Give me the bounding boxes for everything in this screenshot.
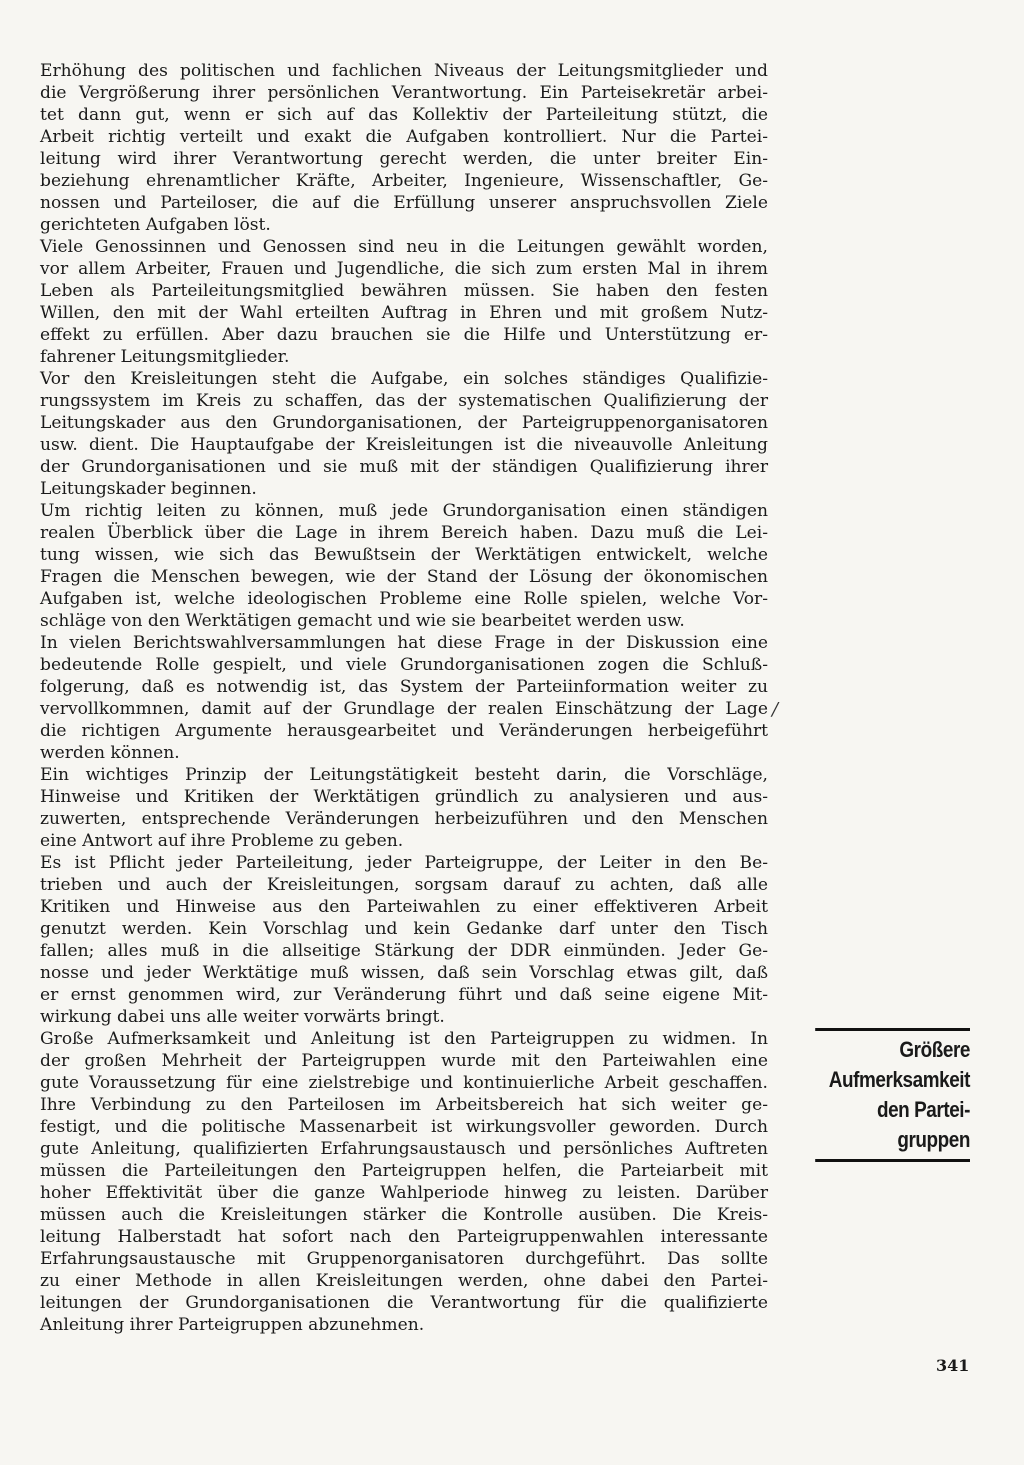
text-line: eine Antwort auf ihre Probleme zu geben. xyxy=(40,831,404,851)
side-heading-line: Größere xyxy=(899,1037,970,1062)
text-line: In vielen Berichtswahlversammlungen hat diese Frage in der Diskussion eine xyxy=(40,633,768,653)
text-line: der Grundorganisationen und sie muß mit der ständigen Qualifizierung ihrer xyxy=(40,457,768,477)
text-line: Willen, den mit der Wahl erteilten Auftrag in Ehren und mit großem Nutz- xyxy=(40,303,768,323)
text-line: Ein wichtiges Prinzip der Leitungstätigkeit besteht darin, die Vorschläge, xyxy=(40,765,768,785)
text-line: nossen und Parteiloser, die auf die Erfüllung unserer anspruchsvollen Ziele xyxy=(40,193,768,213)
text-line: zuwerten, entsprechende Veränderungen herbeizuführen und den Menschen xyxy=(40,809,768,829)
text-line: Anleitung ihrer Parteigruppen abzunehmen. xyxy=(40,1315,425,1335)
text-line: müssen die Parteileitungen den Parteigruppen helfen, die Parteiarbeit mit xyxy=(40,1161,768,1181)
text-line: beziehung ehrenamtlicher Kräfte, Arbeiter, Ingenieure, Wissenschaftler, Ge- xyxy=(40,171,768,191)
text-line: Es ist Pflicht jeder Parteileitung, jeder Parteigruppe, der Leiter in den Be- xyxy=(40,853,768,873)
text-line: Große Aufmerksamkeit und Anleitung ist den Parteigruppen zu widmen. In xyxy=(40,1029,768,1049)
text-line: werden können. xyxy=(40,743,180,763)
text-line: Vor den Kreisleitungen steht die Aufgabe, ein solches ständiges Qualifizie- xyxy=(40,369,768,389)
text-line: genutzt werden. Kein Vorschlag und kein Gedanke darf unter den Tisch xyxy=(40,919,768,939)
text-line: leitungen der Grundorganisationen die Verantwortung für die qualifizierte xyxy=(40,1293,768,1313)
text-line: Viele Genossinnen und Genossen sind neu in die Leitungen gewählt worden, xyxy=(40,237,768,257)
text-line: Um richtig leiten zu können, muß jede Grundorganisation einen ständigen xyxy=(40,501,768,521)
text-line: effekt zu erfüllen. Aber dazu brauchen sie die Hilfe und Unterstützung er- xyxy=(40,325,768,345)
paragraph xyxy=(40,852,768,1028)
text-line: fallen; alles muß in die allseitige Stärkung der DDR einmünden. Jeder Ge- xyxy=(40,941,768,961)
text-line: realen Überblick über die Lage in ihrem Bereich haben. Dazu muß die Lei- xyxy=(40,523,768,543)
paragraph xyxy=(40,764,768,852)
text-line: usw. dient. Die Hauptaufgabe der Kreisleitungen ist die niveauvolle Anleitung xyxy=(40,435,768,455)
text-line: Erfahrungsaustausche mit Gruppenorganisatoren durchgeführt. Das sollte xyxy=(40,1249,768,1269)
main-text-column xyxy=(40,60,768,1336)
text-line: bedeutende Rolle gespielt, und viele Grundorganisationen zogen die Schluß- xyxy=(40,655,768,675)
text-line: festigt, und die politische Massenarbeit ist wirkungsvoller geworden. Durch xyxy=(40,1117,768,1137)
text-line: wirkung dabei uns alle weiter vorwärts bringt. xyxy=(40,1007,445,1027)
text-line: vor allem Arbeiter, Frauen und Jugendliche, die sich zum ersten Mal in ihrem xyxy=(40,259,768,279)
text-line: die Vergrößerung ihrer persönlichen Verantwortung. Ein Parteisekretär arbei- xyxy=(40,83,768,103)
text-line: folgerung, daß es notwendig ist, das System der Parteiinformation weiter zu xyxy=(40,677,768,697)
text-line: Aufgaben ist, welche ideologischen Probleme eine Rolle spielen, welche Vor- xyxy=(40,589,768,609)
page-number: 341 xyxy=(936,1356,970,1375)
text-line: Leitungskader aus den Grundorganisationen, der Parteigruppenorganisatoren xyxy=(40,413,768,433)
text-line: Ihre Verbindung zu den Parteilosen im Arbeitsbereich hat sich weiter ge- xyxy=(40,1095,768,1115)
paragraph xyxy=(40,60,768,236)
text-line: vervollkommnen, damit auf der Grundlage der realen Einschätzung der Lage xyxy=(40,699,768,719)
paragraph xyxy=(40,1028,768,1336)
side-heading-line: gruppen xyxy=(897,1127,970,1152)
text-line: Hinweise und Kritiken der Werktätigen gründlich zu analysieren und aus- xyxy=(40,787,768,807)
side-heading-line: Aufmerksamkeit xyxy=(828,1067,970,1092)
paragraph xyxy=(40,632,768,764)
text-line: gute Voraussetzung für eine zielstrebige und kontinuierliche Arbeit geschaffen. xyxy=(40,1073,768,1093)
paragraph xyxy=(40,500,768,632)
text-line: Leitungskader beginnen. xyxy=(40,479,257,499)
side-heading-line: den Partei- xyxy=(876,1097,970,1122)
text-line: müssen auch die Kreisleitungen stärker die Kontrolle ausüben. Die Kreis- xyxy=(40,1205,768,1225)
text-line: gute Anleitung, qualifizierten Erfahrungsaustausch und persönliches Auftreten xyxy=(40,1139,768,1159)
paragraph xyxy=(40,368,768,500)
text-line: hoher Effektivität über die ganze Wahlperiode hinweg zu leisten. Darüber xyxy=(40,1183,768,1203)
text-line: fahrener Leitungsmitglieder. xyxy=(40,347,290,367)
text-line: der großen Mehrheit der Parteigruppen wurde mit den Parteiwahlen eine xyxy=(40,1051,768,1071)
paragraph xyxy=(40,236,768,368)
text-line: tet dann gut, wenn er sich auf das Kollektiv der Parteileitung stützt, die xyxy=(40,105,768,125)
text-line: tung wissen, wie sich das Bewußtsein der Werktätigen entwickelt, welche xyxy=(40,545,768,565)
side-heading xyxy=(815,1028,970,1162)
text-line: Leben als Parteileitungsmitglied bewähren müssen. Sie haben den festen xyxy=(40,281,768,301)
text-line: trieben und auch der Kreisleitungen, sorgsam darauf zu achten, daß alle xyxy=(40,875,768,895)
text-line: Kritiken und Hinweise aus den Parteiwahlen zu einer effektiveren Arbeit xyxy=(40,897,768,917)
text-line: er ernst genommen wird, zur Veränderung führt und daß seine eigene Mit- xyxy=(40,985,768,1005)
text-line: leitung Halberstadt hat sofort nach den Parteigruppenwahlen interessante xyxy=(40,1227,768,1247)
margin-mark: / xyxy=(772,699,779,720)
text-line: Fragen die Menschen bewegen, wie der Stand der Lösung der ökonomischen xyxy=(40,567,768,587)
text-line: gerichteten Aufgaben löst. xyxy=(40,215,271,235)
text-line: die richtigen Argumente herausgearbeitet und Veränderungen herbeigeführt xyxy=(40,721,768,741)
text-line: rungssystem im Kreis zu schaffen, das der systematischen Qualifizierung der xyxy=(40,391,768,411)
text-line: leitung wird ihrer Verantwortung gerecht werden, die unter breiter Ein- xyxy=(40,149,768,169)
text-line: nosse und jeder Werktätige muß wissen, daß sein Vorschlag etwas gilt, daß xyxy=(40,963,768,983)
text-line: Arbeit richtig verteilt und exakt die Aufgaben kontrolliert. Nur die Partei- xyxy=(40,127,768,147)
text-line: zu einer Methode in allen Kreisleitungen werden, ohne dabei den Partei- xyxy=(40,1271,768,1291)
text-line: Erhöhung des politischen und fachlichen Niveaus der Leitungsmitglieder und xyxy=(40,61,768,81)
text-line: schläge von den Werktätigen gemacht und wie sie bearbeitet werden usw. xyxy=(40,611,685,631)
